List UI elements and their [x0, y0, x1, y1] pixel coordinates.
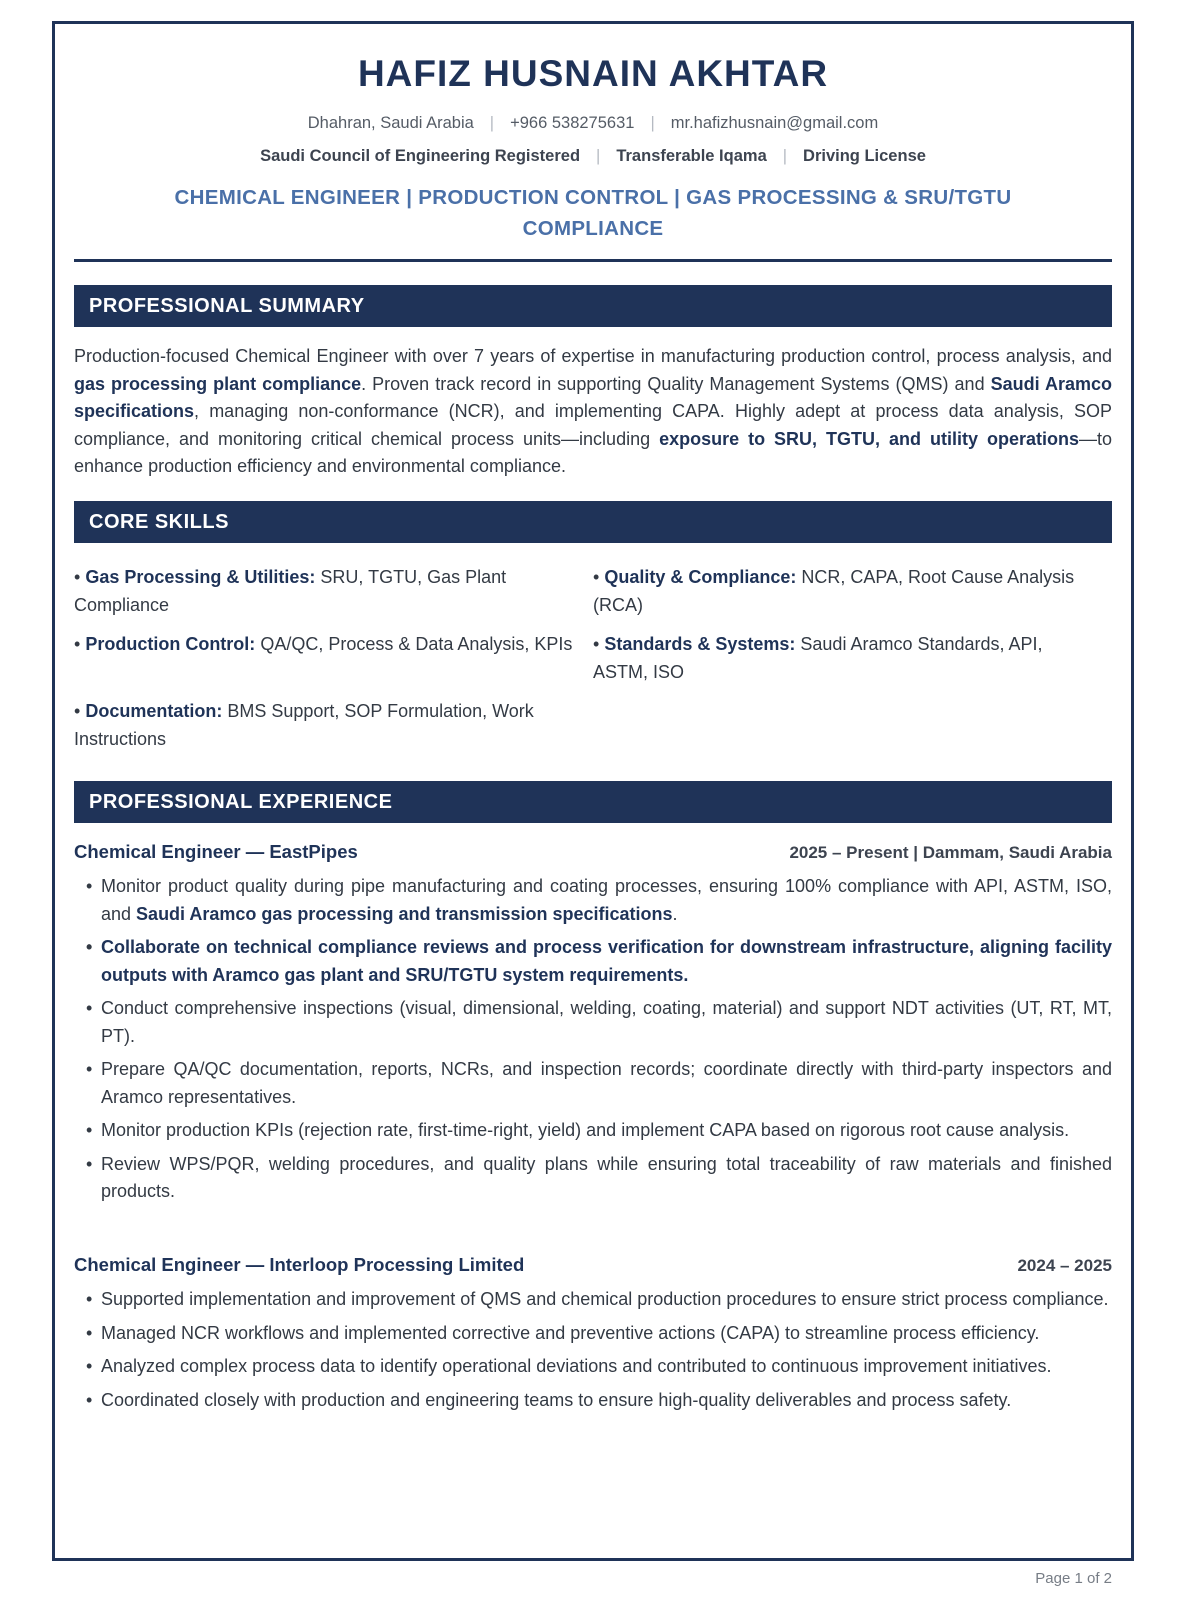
skill-item: [74, 564, 574, 619]
list-item: • Managed NCR workflows and implemented corrective and preventive actions (CAPA) to streamline process efficiency.: [86, 1320, 1112, 1348]
summary-text: Production-focused Chemical Engineer with over 7 years of expertise in manufacturing production control, process analysis, and: [74, 346, 1112, 366]
credential-sce: Saudi Council of Engineering Registered: [260, 147, 581, 165]
phone: +966 538275631: [510, 114, 635, 132]
section-heading-skills: CORE SKILLS: [74, 501, 1112, 543]
separator: |: [596, 147, 601, 165]
skill-text: SRU, TGTU, Gas Plant Compliance: [74, 567, 507, 615]
bullet: •: [74, 634, 81, 654]
job-dates-location: 2025 – Present | Dammam, Saudi Arabia: [789, 843, 1112, 862]
bullet: •: [593, 567, 600, 587]
list-item: • Monitor production KPIs (rejection rate, first-time-right, yield) and implement CAPA based on rigorous root cause analysis.: [86, 1117, 1112, 1145]
skill-label: Quality & Compliance:: [604, 567, 797, 587]
bullet: •: [74, 567, 81, 587]
headline: CHEMICAL ENGINEER | PRODUCTION CONTROL | GAS PROCESSING & SRU/TGTU COMPLIANCE: [174, 186, 1012, 240]
list-item: • Review WPS/PQR, welding procedures, and quality plans while ensuring total traceability of raw materials and finished products.: [86, 1151, 1112, 1206]
separator: |: [650, 114, 655, 132]
bullet-highlight: Saudi Aramco gas processing and transmission specifications: [136, 903, 673, 924]
contact-row: [74, 114, 1112, 133]
skill-label: Documentation:: [85, 701, 223, 721]
credential-iqama: Transferable Iqama: [616, 147, 767, 165]
skill-label: Gas Processing & Utilities:: [85, 567, 316, 587]
job-dates: 2024 – 2025: [1017, 1256, 1112, 1275]
list-item: • Analyzed complex process data to identify operational deviations and contributed to continuous improvement initiatives.: [86, 1353, 1112, 1381]
summary-text: , managing non-conformance (NCR), and implementing CAPA. Highly adept at process data analysis, SOP compliance, and monitoring critical chemical process units—including: [74, 401, 1112, 449]
skill-text: NCR, CAPA, Root Cause Analysis (RCA): [593, 567, 1075, 615]
job-bullets: [86, 1286, 1112, 1420]
list-item: • Conduct comprehensive inspections (visual, dimensional, welding, coating, material) and support NDT activities (UT, RT, MT, PT).: [86, 995, 1112, 1050]
candidate-name: HAFIZ HUSNAIN AKHTAR: [357, 53, 829, 94]
summary-highlight: gas processing plant compliance: [74, 373, 362, 394]
job-title: Chemical Engineer — Interloop Processing Limited: [74, 1254, 525, 1275]
skill-item: [74, 698, 574, 753]
summary-highlight: Saudi Aramco specifications: [74, 373, 1112, 421]
bullet-text: .: [672, 903, 678, 924]
credentials-row: [74, 147, 1112, 166]
section-heading-experience: PROFESSIONAL EXPERIENCE: [74, 781, 1112, 823]
credential-license: Driving License: [803, 147, 926, 165]
list-item: [86, 873, 1112, 928]
skill-text: BMS Support, SOP Formulation, Work Instructions: [74, 701, 534, 749]
skill-item: [593, 564, 1093, 619]
skill-label: Production Control:: [85, 634, 256, 654]
list-item: • Collaborate on technical compliance reviews and process verification for downstream infrastructure, aligning facility outputs with Aramco gas plant and SRU/TGTU system requirements.: [86, 934, 1112, 989]
location: Dhahran, Saudi Arabia: [307, 114, 474, 132]
skill-text: QA/QC, Process & Data Analysis, KPIs: [255, 634, 573, 654]
header-divider: [74, 259, 1112, 262]
bullet: •: [74, 701, 81, 721]
list-item: • Supported implementation and improvement of QMS and chemical production procedures to ensure strict process compliance.: [86, 1286, 1112, 1314]
separator: |: [782, 147, 788, 165]
summary-text: —to enhance production efficiency and environmental compliance.: [74, 428, 1112, 476]
summary-paragraph: [74, 343, 1112, 481]
list-item: • Coordinated closely with production and engineering teams to ensure high-quality deliverables and process safety.: [86, 1387, 1112, 1415]
job-title: Chemical Engineer — EastPipes: [74, 841, 358, 862]
job-bullets: [86, 873, 1112, 1212]
skill-item: [593, 631, 1093, 686]
summary-highlight: exposure to SRU, TGTU, and utility operations: [659, 428, 1079, 449]
email[interactable]: mr.hafizhusnain@gmail.com: [670, 114, 879, 132]
bullet: •: [593, 634, 600, 654]
skill-item: [74, 631, 574, 659]
bullet-text: Monitor product quality during pipe manufacturing and coating processes, ensuring 100% compliance with API, ASTM, ISO, and: [101, 876, 1112, 924]
skill-text: Saudi Aramco Standards, API, ASTM, ISO: [593, 634, 1043, 682]
section-heading-summary: PROFESSIONAL SUMMARY: [74, 285, 1112, 327]
summary-text: . Proven track record in supporting Quality Management Systems (QMS) and: [361, 373, 991, 394]
separator: |: [489, 114, 495, 132]
list-item: • Prepare QA/QC documentation, reports, NCRs, and inspection records; coordinate directly with third-party inspectors and Aramco representatives.: [86, 1056, 1112, 1111]
skill-label: Standards & Systems:: [604, 634, 796, 654]
page-number: Page 1 of 2: [1035, 1570, 1112, 1587]
